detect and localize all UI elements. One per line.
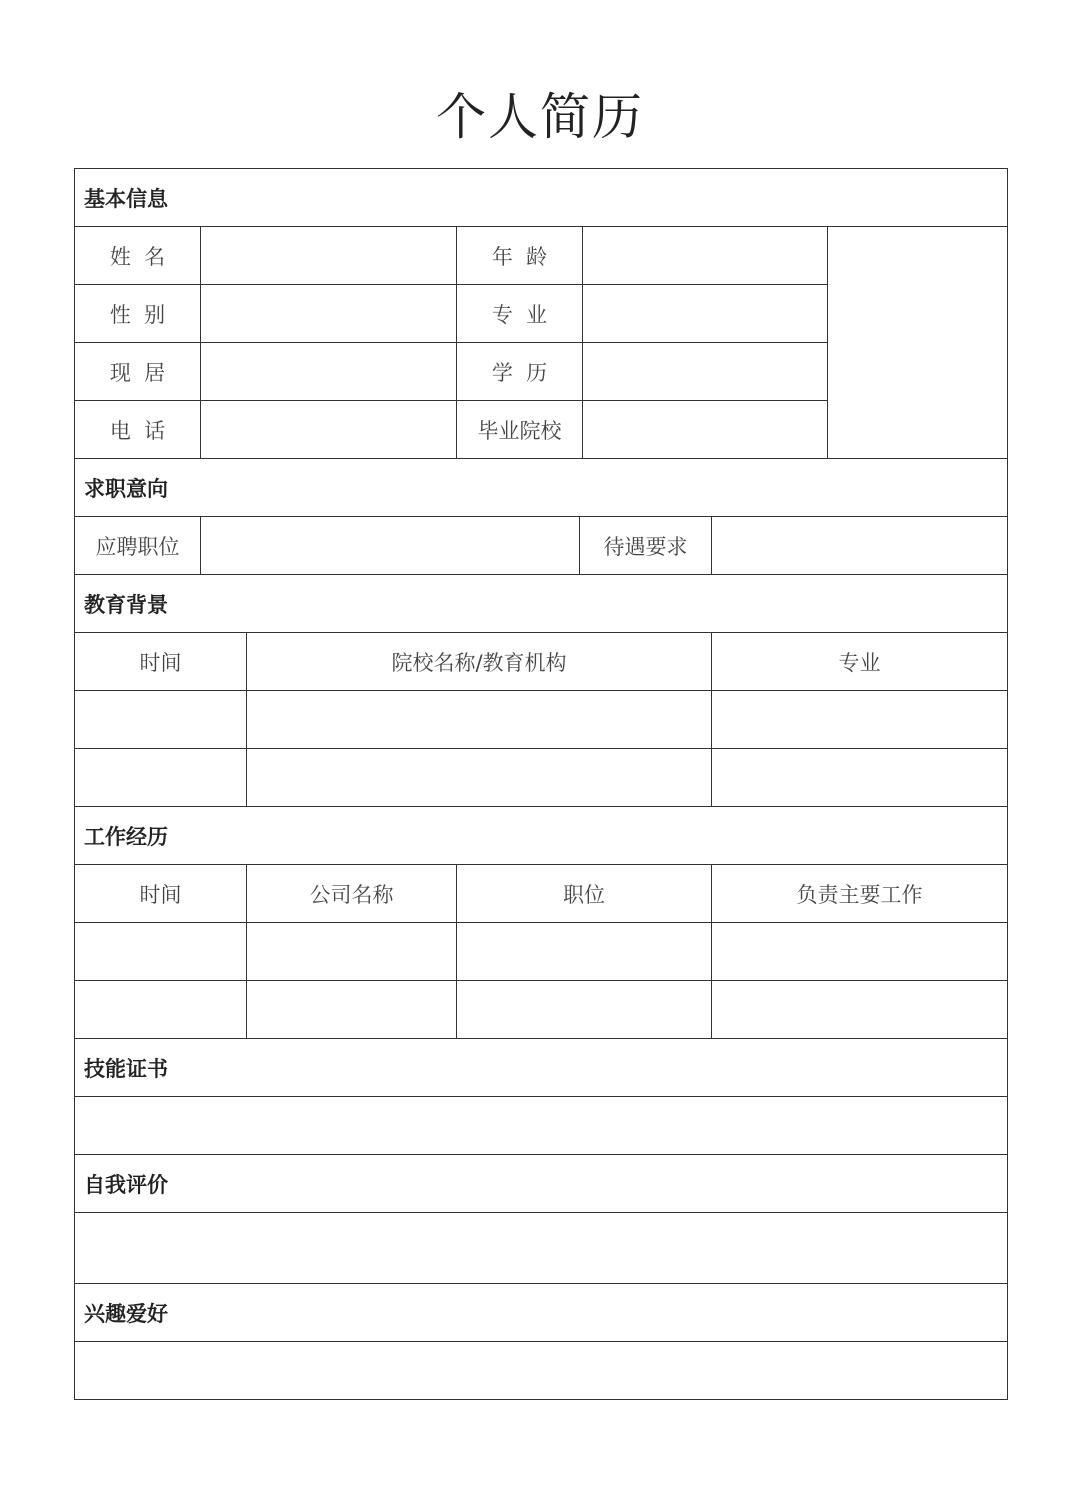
age-field[interactable] [583, 227, 828, 285]
work-time-cell[interactable] [75, 981, 247, 1039]
edu-header-major: 专业 [712, 633, 1008, 691]
label-degree: 学 历 [457, 343, 583, 401]
label-residence: 现 居 [75, 343, 201, 401]
name-field[interactable] [201, 227, 457, 285]
label-phone: 电 话 [75, 401, 201, 459]
work-company-cell[interactable] [247, 923, 457, 981]
hobbies-field[interactable] [75, 1342, 1008, 1400]
section-basic-info: 基本信息 [75, 169, 1008, 227]
section-job-intent: 求职意向 [75, 459, 1008, 517]
section-work: 工作经历 [75, 807, 1008, 865]
school-field[interactable] [583, 401, 828, 459]
resume-table [74, 168, 1008, 1400]
work-header-company: 公司名称 [247, 865, 457, 923]
work-position-cell[interactable] [457, 923, 712, 981]
salary-field[interactable] [712, 517, 1008, 575]
edu-header-time: 时间 [75, 633, 247, 691]
work-position-cell[interactable] [457, 981, 712, 1039]
section-skills: 技能证书 [75, 1039, 1008, 1097]
photo-box[interactable] [828, 227, 1008, 459]
work-company-cell[interactable] [247, 981, 457, 1039]
edu-time-cell[interactable] [75, 749, 247, 807]
page-title: 个人简历 [436, 88, 644, 146]
label-salary: 待遇要求 [580, 517, 712, 575]
degree-field[interactable] [583, 343, 828, 401]
work-duties-cell[interactable] [712, 981, 1008, 1039]
section-hobbies: 兴趣爱好 [75, 1284, 1008, 1342]
gender-field[interactable] [201, 285, 457, 343]
label-name: 姓 名 [75, 227, 201, 285]
section-education: 教育背景 [75, 575, 1008, 633]
work-header-duties: 负责主要工作 [712, 865, 1008, 923]
edu-time-cell[interactable] [75, 691, 247, 749]
label-position: 应聘职位 [75, 517, 201, 575]
label-major: 专 业 [457, 285, 583, 343]
skills-field[interactable] [75, 1097, 1008, 1155]
edu-major-cell[interactable] [712, 691, 1008, 749]
major-field[interactable] [583, 285, 828, 343]
work-time-cell[interactable] [75, 923, 247, 981]
phone-field[interactable] [201, 401, 457, 459]
work-duties-cell[interactable] [712, 923, 1008, 981]
label-school: 毕业院校 [457, 401, 583, 459]
edu-header-school: 院校名称/教育机构 [247, 633, 712, 691]
work-header-position: 职位 [457, 865, 712, 923]
label-gender: 性 别 [75, 285, 201, 343]
residence-field[interactable] [201, 343, 457, 401]
label-age: 年 龄 [457, 227, 583, 285]
section-self-evaluation: 自我评价 [75, 1155, 1008, 1213]
position-field[interactable] [201, 517, 580, 575]
edu-school-cell[interactable] [247, 749, 712, 807]
work-header-time: 时间 [75, 865, 247, 923]
edu-major-cell[interactable] [712, 749, 1008, 807]
edu-school-cell[interactable] [247, 691, 712, 749]
self-evaluation-field[interactable] [75, 1213, 1008, 1284]
